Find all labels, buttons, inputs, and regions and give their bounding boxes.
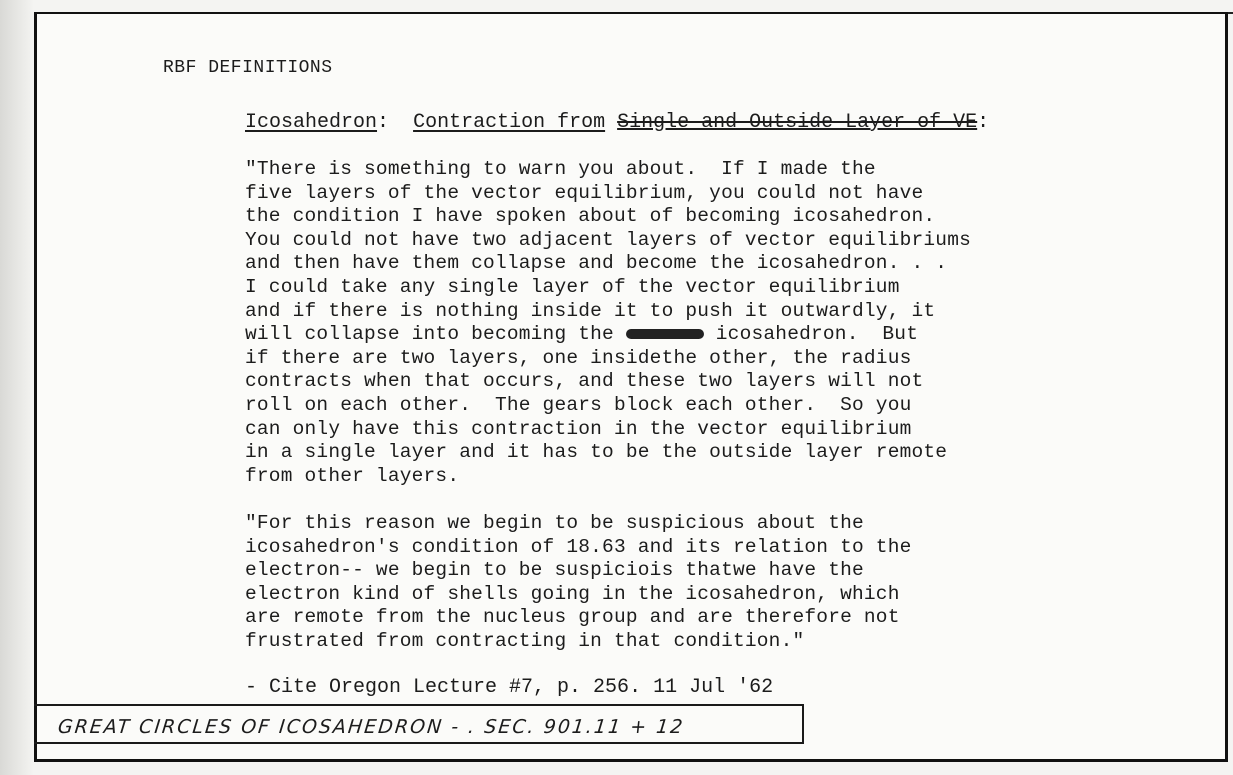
- quote1-line: and then have them collapse and become the icosahedron. . .: [245, 252, 948, 275]
- quote1-line: in a single layer and it has to be the outside layer remote: [245, 441, 948, 464]
- quote1-line: can only have this contraction in the vector equilibrium: [245, 417, 912, 440]
- quote1-line: I could take any single layer of the vector equilibrium: [245, 275, 900, 298]
- quote1-line: the condition I have spoken about of becoming icosahedron.: [245, 205, 936, 228]
- quote2-line: electron-- we begin to be suspiciois thatwe have the: [245, 559, 864, 582]
- quote1-line: from other layers.: [245, 464, 460, 487]
- subtitle-label: Contraction from: [413, 111, 606, 134]
- struck-out-text: Single and Outside Layer of VE: [617, 111, 978, 134]
- term-colon: :: [377, 111, 390, 134]
- redaction-mark: [626, 329, 704, 339]
- quote1-line: icosahedron. But: [703, 323, 919, 346]
- citation: - Cite Oregon Lecture #7, p. 256. 11 Jul '62: [245, 676, 774, 699]
- quote2-line: "For this reason we begin to be suspicious about the: [245, 512, 864, 534]
- title-end-colon: :: [977, 111, 990, 134]
- quote1-line: and if there is nothing inside it to push it outwardly, it: [245, 299, 936, 322]
- handwritten-note: GREAT CIRCLES OF ICOSAHEDRON - . SEC. 901.11 + 12: [56, 716, 686, 738]
- quote1-line: contracts when that occurs, and these two layers will not: [245, 370, 924, 393]
- definition-title: [245, 111, 989, 134]
- quote1-line: "There is something to warn you about. If I made the: [245, 158, 876, 180]
- quote2-line: electron kind of shells going in the icosahedron, which: [245, 582, 900, 605]
- quote2-line: frustrated from contracting in that condition.": [245, 629, 805, 652]
- quote1-line: if there are two layers, one insidethe other, the radius: [245, 346, 912, 369]
- quote2-line: icosahedron's condition of 18.63 and its relation to the: [245, 535, 912, 558]
- quote-paragraph-2: [245, 512, 912, 654]
- scan-margin-shadow: [0, 0, 34, 775]
- quote1-line: You could not have two adjacent layers of vector equilibriums: [245, 228, 972, 251]
- term-label: Icosahedron: [245, 111, 378, 134]
- quote1-line: five layers of the vector equilibrium, you could not have: [245, 181, 924, 204]
- quote1-line: will collapse into becoming the: [245, 323, 614, 346]
- quote1-line: roll on each other. The gears block each other. So you: [245, 393, 912, 416]
- quote2-line: are remote from the nucleus group and are therefore not: [245, 606, 900, 629]
- page-heading: RBF DEFINITIONS: [163, 58, 333, 78]
- quote-paragraph-1: [245, 158, 971, 488]
